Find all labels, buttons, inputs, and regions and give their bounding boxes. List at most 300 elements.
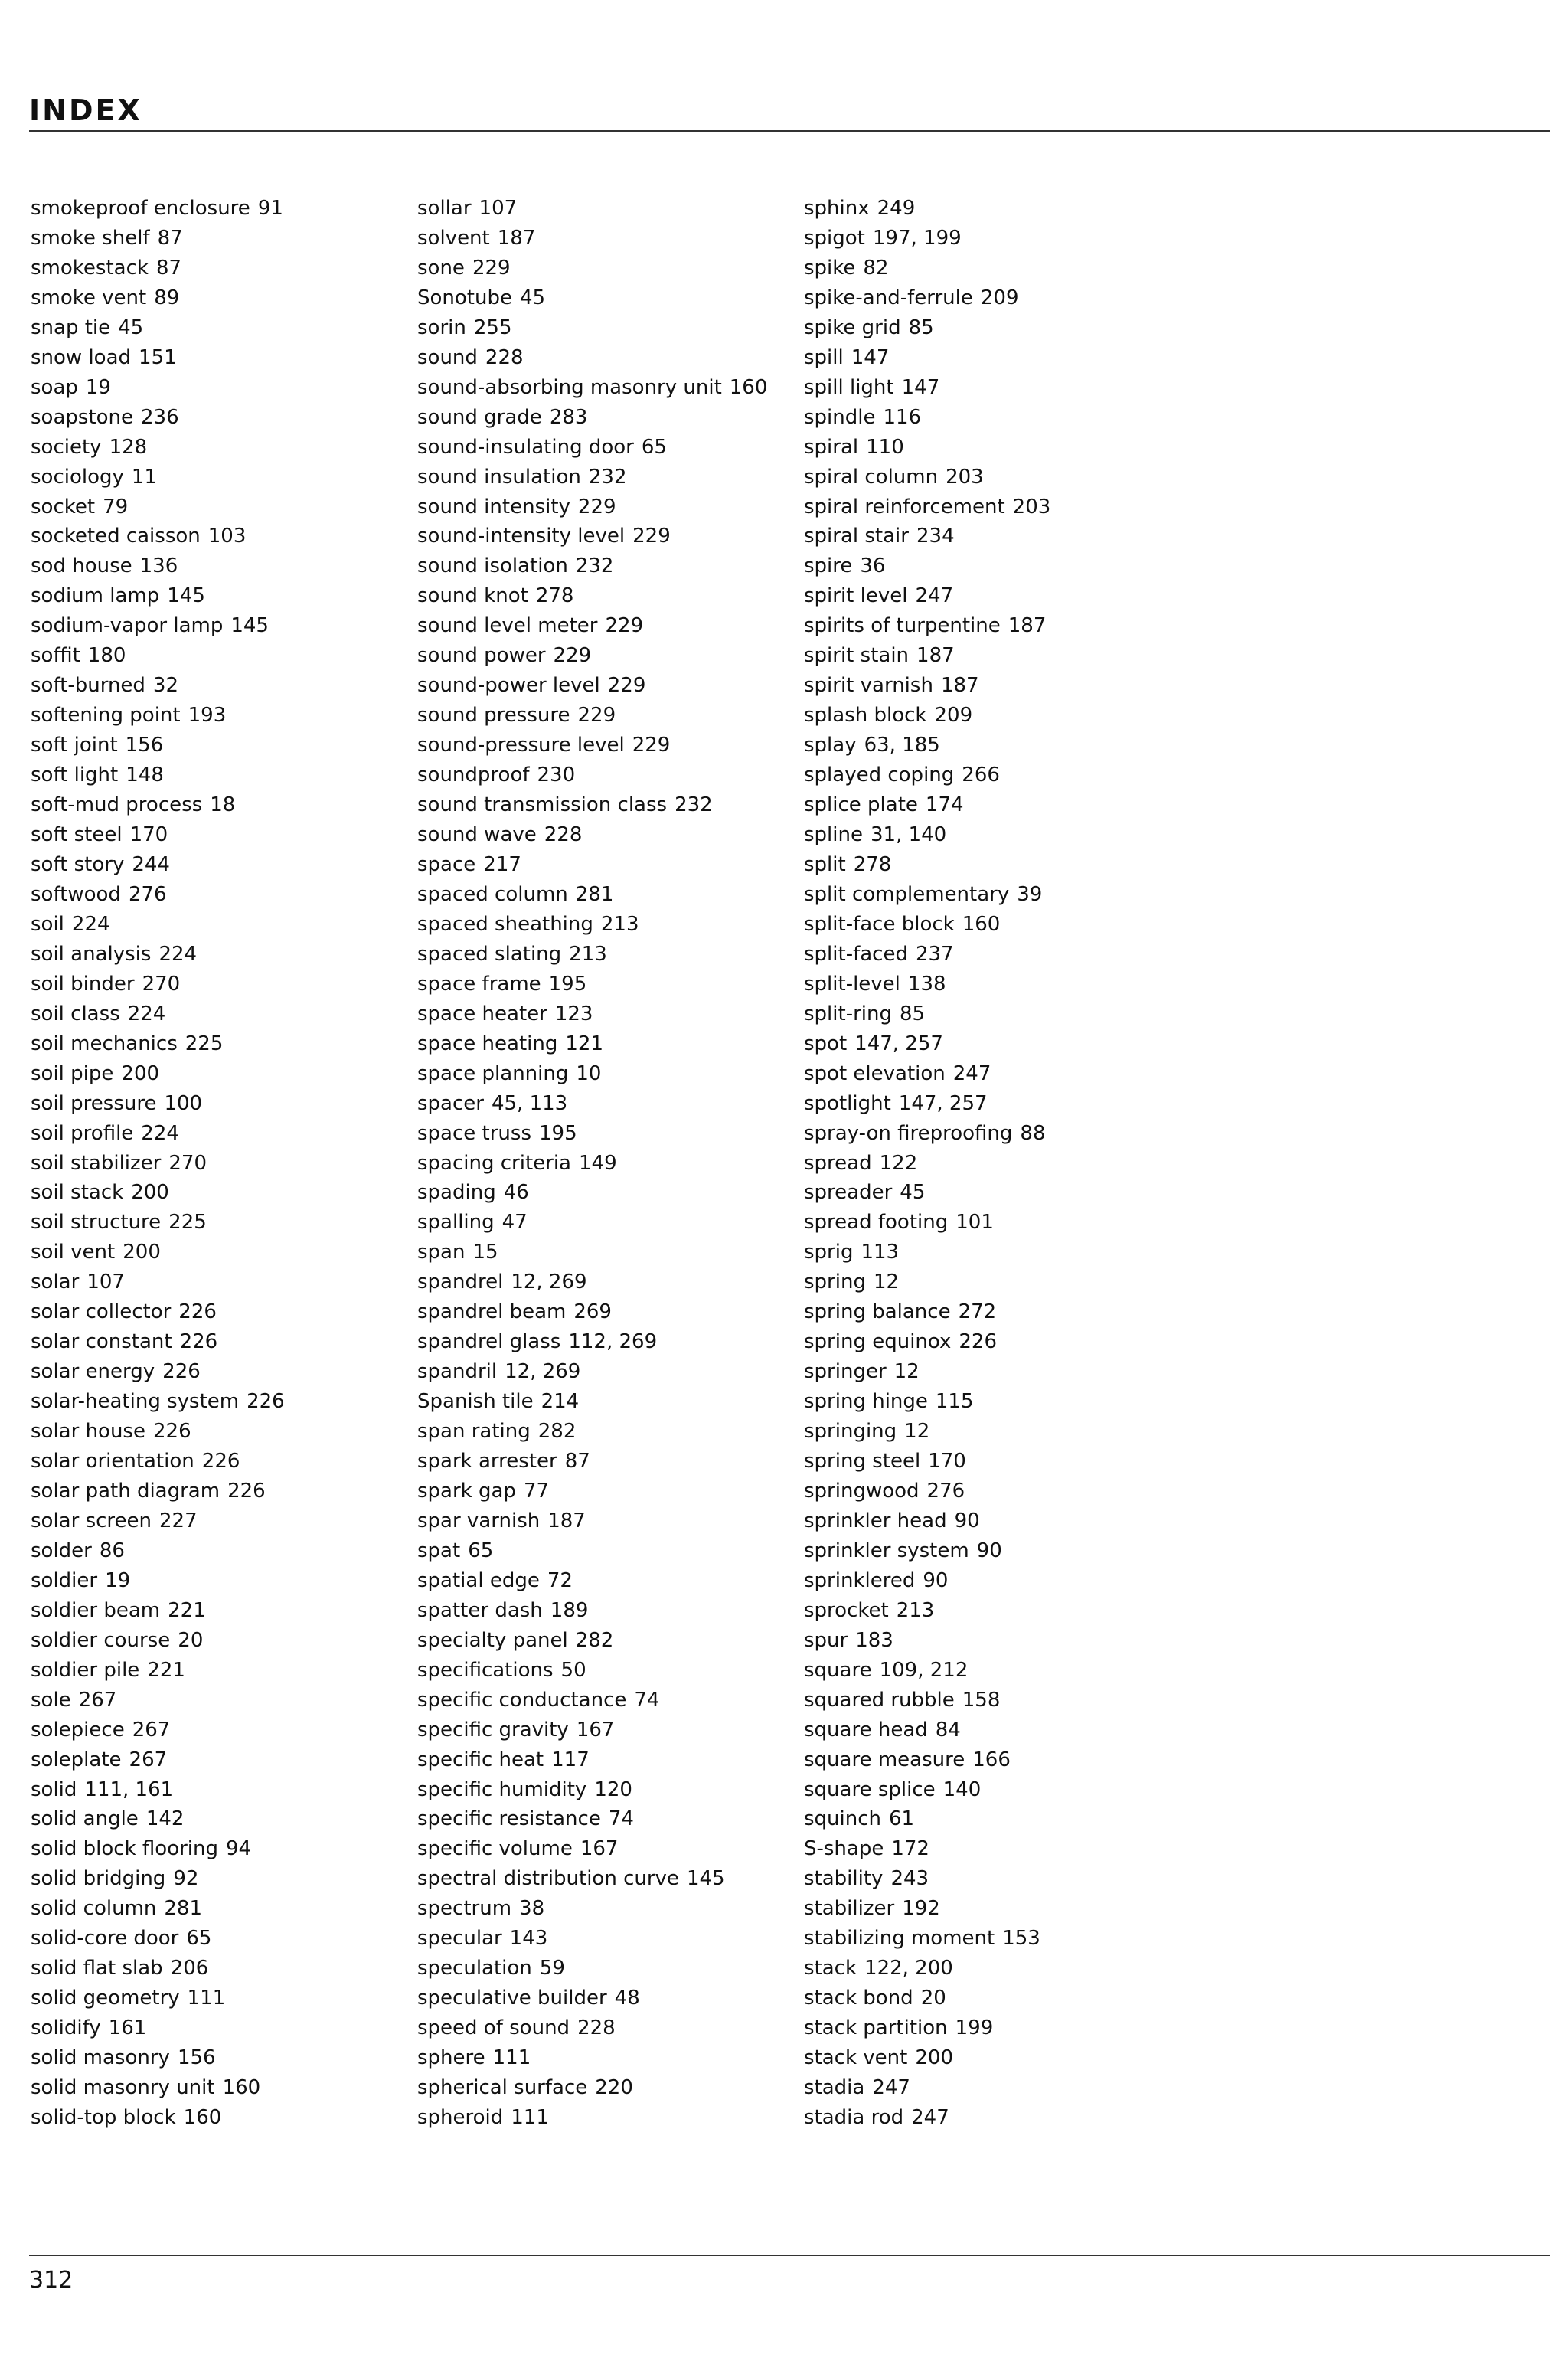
index-page-ref: 226 [201, 1450, 240, 1473]
index-term: specific gravity [417, 1718, 569, 1742]
index-term: spike [804, 256, 856, 280]
index-entry [417, 1297, 767, 1327]
index-page-ref: 90 [976, 1539, 1002, 1562]
index-term: stabilizing moment [804, 1927, 995, 1951]
index-entry [417, 1804, 767, 1834]
index-page-ref: 203 [1012, 495, 1051, 518]
index-entry [31, 283, 285, 313]
index-term: soldier beam [31, 1598, 161, 1622]
index-page-ref: 209 [934, 704, 973, 728]
index-term: sodium lamp [31, 584, 160, 608]
index-term: spectral distribution curve [417, 1867, 679, 1891]
index-page-ref: 147, 257 [854, 1032, 943, 1055]
index-term: Sonotube [417, 286, 512, 309]
index-entry [417, 880, 767, 910]
index-page-ref: 247 [915, 584, 954, 608]
index-entry [31, 1477, 285, 1506]
index-page-ref: 84 [935, 1718, 961, 1742]
index-entry [417, 1656, 767, 1686]
index-term: spark arrester [417, 1450, 557, 1473]
index-entry [417, 1715, 767, 1745]
index-term: sprinkler system [804, 1539, 969, 1562]
index-term: soil pressure [31, 1091, 157, 1115]
index-term: solid masonry [31, 2046, 170, 2070]
index-term: spill light [804, 375, 894, 399]
index-entry [31, 1566, 285, 1596]
index-page-ref: 160 [729, 375, 768, 399]
index-term: sone [417, 256, 465, 280]
index-term: spaced column [417, 882, 568, 906]
index-term: solid masonry unit [31, 2076, 215, 2100]
index-page-ref: 187 [940, 674, 979, 698]
index-page-ref: 156 [177, 2046, 216, 2070]
index-page-ref: 247 [952, 1061, 991, 1085]
index-entry [31, 433, 285, 463]
index-entry [31, 1864, 285, 1894]
index-entry [417, 641, 767, 671]
index-term: spark gap [417, 1479, 516, 1503]
index-entry [31, 373, 285, 403]
index-entry [804, 1059, 1050, 1089]
index-page-ref: 283 [549, 405, 588, 429]
index-entry [417, 1596, 767, 1626]
index-term: soil stabilizer [31, 1151, 162, 1175]
index-term: spring equinox [804, 1330, 952, 1354]
index-entry [804, 1387, 1050, 1417]
index-term: sound transmission class [417, 793, 668, 817]
index-page-ref: 112, 269 [568, 1330, 658, 1354]
index-term: sodium-vapor lamp [31, 614, 224, 638]
index-term: spalling [417, 1211, 495, 1235]
index-term: stack bond [804, 1987, 913, 2010]
index-term: softwood [31, 882, 121, 906]
index-entry [804, 1447, 1050, 1477]
index-entry [417, 1387, 767, 1417]
index-page-ref: 88 [1020, 1121, 1046, 1145]
index-term: soil structure [31, 1211, 162, 1235]
index-term: solid flat slab [31, 1957, 163, 1980]
index-entry [417, 970, 767, 999]
index-term: split-faced [804, 942, 908, 966]
index-page-ref: 107 [479, 197, 518, 220]
index-page-ref: 122, 200 [864, 1957, 953, 1980]
index-entry [31, 2073, 285, 2103]
index-entry [804, 910, 1050, 940]
index-term: sprinkler head [804, 1509, 947, 1532]
index-entry [417, 790, 767, 820]
index-term: spot [804, 1032, 848, 1055]
index-entry [31, 1834, 285, 1864]
index-term: solar [31, 1271, 80, 1294]
index-page-ref: 187 [916, 644, 955, 668]
index-entry [804, 403, 1050, 433]
index-entry [31, 1924, 285, 1954]
index-entry [417, 1119, 767, 1149]
index-page-ref: 160 [183, 2106, 222, 2129]
index-page-ref: 228 [485, 345, 524, 369]
index-page-ref: 213 [896, 1598, 935, 1622]
index-page-ref: 19 [105, 1568, 131, 1592]
index-entry [804, 1834, 1050, 1864]
index-term: sound-intensity level [417, 525, 626, 548]
index-entry [31, 910, 285, 940]
index-page-ref: 267 [132, 1718, 171, 1742]
index-page-ref: 200 [131, 1181, 169, 1205]
index-page-ref: 115 [935, 1390, 974, 1414]
index-page-ref: 39 [1017, 882, 1043, 906]
index-entry [804, 1596, 1050, 1626]
index-page-ref: 61 [889, 1807, 915, 1831]
index-page-ref: 189 [550, 1598, 589, 1622]
index-term: spaced slating [417, 942, 562, 966]
index-page-ref: 266 [962, 764, 1000, 787]
index-entry [417, 551, 767, 581]
index-entry [804, 2043, 1050, 2073]
index-page-ref: 221 [168, 1598, 206, 1622]
index-page-ref: 148 [126, 764, 164, 787]
index-term: sound intensity [417, 495, 570, 518]
index-page-ref: 170 [129, 823, 168, 847]
index-entry [417, 194, 767, 224]
index-term: spiral stair [804, 525, 909, 548]
index-term: smokeproof enclosure [31, 197, 250, 220]
index-term: spigot [804, 226, 865, 250]
index-entry [417, 999, 767, 1029]
index-entry [31, 790, 285, 820]
index-entry [31, 463, 285, 492]
index-page-ref: 117 [551, 1748, 590, 1771]
index-page-ref: 74 [608, 1807, 634, 1831]
index-page-ref: 65 [186, 1927, 212, 1951]
index-page-ref: 229 [472, 256, 511, 280]
index-term: sprinklered [804, 1568, 916, 1592]
index-term: solar house [31, 1420, 145, 1444]
index-term: span [417, 1241, 466, 1264]
index-term: split-level [804, 972, 900, 996]
index-page-ref: 15 [472, 1241, 498, 1264]
index-page-ref: 187 [547, 1509, 586, 1532]
index-entry [31, 850, 285, 880]
index-page-ref: 228 [544, 823, 583, 847]
index-page-ref: 183 [855, 1628, 893, 1652]
index-entry [31, 1357, 285, 1387]
index-entry [417, 1745, 767, 1775]
index-entry [804, 1267, 1050, 1297]
index-entry [417, 1357, 767, 1387]
index-page-ref: 281 [575, 882, 614, 906]
index-term: spring steel [804, 1450, 921, 1473]
index-term: solid bridging [31, 1867, 166, 1891]
index-page-ref: 109, 212 [879, 1658, 969, 1682]
index-term: spat [417, 1539, 461, 1562]
index-page-ref: 195 [539, 1121, 577, 1145]
index-entry [31, 999, 285, 1029]
index-page-ref: 45 [519, 286, 546, 309]
index-term: split-face block [804, 912, 955, 936]
index-entry [804, 1864, 1050, 1894]
index-page-ref: 87 [155, 256, 182, 280]
index-term: spirit varnish [804, 674, 933, 698]
index-term: spandrel beam [417, 1300, 567, 1324]
index-page-ref: 217 [483, 852, 521, 876]
index-page-ref: 180 [87, 644, 126, 668]
index-page-ref: 237 [915, 942, 954, 966]
index-term: socketed caisson [31, 525, 201, 548]
index-entry [804, 880, 1050, 910]
index-page-ref: 48 [614, 1987, 640, 2010]
index-page-ref: 229 [632, 525, 671, 548]
index-page-ref: 276 [128, 882, 167, 906]
index-page-ref: 230 [537, 764, 576, 787]
index-term: snap tie [31, 316, 111, 339]
index-entry [31, 641, 285, 671]
index-entry [417, 224, 767, 253]
index-term: stabilizer [804, 1897, 895, 1921]
index-entry [417, 731, 767, 760]
index-page-ref: 116 [883, 405, 922, 429]
index-entry [804, 1327, 1050, 1357]
index-entry [804, 1536, 1050, 1566]
index-page-ref: 77 [523, 1479, 550, 1503]
index-term: splayed coping [804, 764, 955, 787]
index-page-ref: 226 [959, 1330, 998, 1354]
index-entry [417, 701, 767, 731]
index-entry [417, 1834, 767, 1864]
index-term: speed of sound [417, 2016, 570, 2040]
index-entry [804, 1894, 1050, 1924]
index-entry [31, 492, 285, 522]
index-page-ref: 65 [641, 435, 667, 459]
index-term: spring balance [804, 1300, 951, 1324]
index-term: spline [804, 823, 863, 847]
index-page-ref: 111, 161 [84, 1777, 174, 1801]
index-term: solar constant [31, 1330, 172, 1354]
index-entry [417, 1686, 767, 1715]
index-term: speculative builder [417, 1987, 607, 2010]
index-term: sound-insulating door [417, 435, 634, 459]
index-page-ref: 113 [861, 1241, 900, 1264]
index-entry [31, 1089, 285, 1119]
index-entry [417, 1984, 767, 2013]
index-entry [804, 671, 1050, 701]
index-page-ref: 50 [560, 1658, 586, 1682]
index-entry [804, 701, 1050, 731]
index-page-ref: 228 [577, 2016, 616, 2040]
index-entry [31, 1686, 285, 1715]
index-entry [804, 522, 1050, 551]
index-term: spill [804, 345, 844, 369]
index-term: socket [31, 495, 96, 518]
index-entry [31, 194, 285, 224]
index-page-ref: 160 [222, 2076, 261, 2100]
footer-rule [29, 2255, 1550, 2256]
index-entry [417, 1566, 767, 1596]
index-entry [31, 1626, 285, 1656]
index-entry [31, 551, 285, 581]
index-term: soil pipe [31, 1061, 114, 1085]
index-term: solar screen [31, 1509, 152, 1532]
index-page-ref: 192 [902, 1897, 940, 1921]
index-term: spike-and-ferrule [804, 286, 973, 309]
index-page-ref: 193 [188, 704, 227, 728]
index-entry [417, 1267, 767, 1297]
index-entry [804, 463, 1050, 492]
index-entry [417, 1477, 767, 1506]
index-entry [417, 940, 767, 970]
index-term: sound pressure [417, 704, 570, 728]
index-entry [31, 880, 285, 910]
index-term: spheroid [417, 2106, 504, 2129]
index-entry [804, 492, 1050, 522]
index-entry [417, 820, 767, 850]
index-page-ref: 161 [108, 2016, 147, 2040]
index-page-ref: 147 [901, 375, 940, 399]
index-term: sound grade [417, 405, 542, 429]
index-entry [31, 731, 285, 760]
index-entry [31, 1447, 285, 1477]
index-entry [804, 1208, 1050, 1238]
index-entry [417, 581, 767, 611]
index-page-ref: 90 [923, 1568, 949, 1592]
index-page-ref: 167 [576, 1718, 615, 1742]
index-term: sociology [31, 465, 124, 489]
index-page-ref: 65 [468, 1539, 494, 1562]
index-entry [417, 1506, 767, 1536]
index-term: sprocket [804, 1598, 889, 1622]
index-column-2 [417, 194, 767, 2133]
index-term: sound level meter [417, 614, 598, 638]
index-term: spiral [804, 435, 859, 459]
index-page-ref: 170 [928, 1450, 966, 1473]
index-term: spray-on fireproofing [804, 1121, 1013, 1145]
index-term: soil binder [31, 972, 135, 996]
index-page-ref: 87 [564, 1450, 590, 1473]
index-entry [417, 522, 767, 551]
index-entry [417, 1417, 767, 1447]
index-entry [417, 433, 767, 463]
index-page-ref: 199 [955, 2016, 994, 2040]
index-term: solder [31, 1539, 92, 1562]
index-page-ref: 120 [594, 1777, 632, 1801]
index-entry [804, 1297, 1050, 1327]
index-page-ref: 79 [103, 495, 129, 518]
index-page-ref: 90 [954, 1509, 980, 1532]
index-page-ref: 276 [926, 1479, 965, 1503]
index-entry [804, 850, 1050, 880]
index-page-ref: 91 [257, 197, 283, 220]
index-term: specific resistance [417, 1807, 601, 1831]
index-page-ref: 281 [164, 1897, 203, 1921]
index-page-ref: 145 [686, 1867, 725, 1891]
index-entry [417, 1864, 767, 1894]
index-entry [417, 2043, 767, 2073]
index-term: soil [31, 912, 64, 936]
index-page-ref: 232 [575, 554, 614, 578]
index-page-ref: 278 [853, 852, 892, 876]
index-term: solepiece [31, 1718, 125, 1742]
index-page-ref: 220 [595, 2076, 633, 2100]
index-entry [31, 1506, 285, 1536]
index-page-ref: 36 [860, 554, 886, 578]
index-page-ref: 172 [891, 1837, 929, 1861]
index-entry [31, 224, 285, 253]
index-term: stack [804, 1957, 858, 1980]
index-entry [804, 1357, 1050, 1387]
index-entry [31, 1238, 285, 1267]
index-term: solid [31, 1777, 77, 1801]
index-page-ref: 247 [872, 2076, 910, 2100]
index-term: squinch [804, 1807, 882, 1831]
index-term: space heating [417, 1032, 558, 1055]
index-entry [417, 1447, 767, 1477]
index-term: springwood [804, 1479, 920, 1503]
index-term: sod house [31, 554, 132, 578]
index-page-ref: 100 [164, 1091, 203, 1115]
index-page-ref: 200 [121, 1061, 160, 1085]
index-term: solar-heating system [31, 1390, 240, 1414]
index-entry [31, 253, 285, 283]
index-page-ref: 107 [87, 1271, 125, 1294]
index-term: specialty panel [417, 1628, 568, 1652]
index-entry [417, 2013, 767, 2043]
index-term: space heater [417, 1002, 547, 1025]
index-entry [804, 1417, 1050, 1447]
index-entry [417, 1327, 767, 1357]
index-term: squared rubble [804, 1688, 955, 1712]
index-page-ref: 200 [122, 1241, 161, 1264]
index-page-ref: 85 [899, 1002, 926, 1025]
index-page-ref: 255 [473, 316, 512, 339]
index-term: sound knot [417, 584, 528, 608]
index-page-ref: 226 [247, 1390, 285, 1414]
index-page-ref: 234 [916, 525, 955, 548]
index-term: splice plate [804, 793, 918, 817]
index-entry [31, 1745, 285, 1775]
index-term: soil vent [31, 1241, 116, 1264]
index-term: square splice [804, 1777, 936, 1801]
index-page-ref: 82 [863, 256, 889, 280]
index-term: sound isolation [417, 554, 568, 578]
index-term: space planning [417, 1061, 569, 1085]
index-term: soil analysis [31, 942, 152, 966]
index-entry [804, 343, 1050, 373]
index-term: sphere [417, 2046, 485, 2070]
index-page-ref: 213 [600, 912, 639, 936]
index-entry [417, 2103, 767, 2133]
index-term: soft-mud process [31, 793, 203, 817]
index-term: square measure [804, 1748, 965, 1771]
index-entry [417, 850, 767, 880]
index-term: sound insulation [417, 465, 581, 489]
index-term: space truss [417, 1121, 531, 1145]
index-page-ref: 20 [178, 1628, 204, 1652]
index-entry [804, 433, 1050, 463]
index-entry [804, 1954, 1050, 1984]
index-entry [804, 1686, 1050, 1715]
index-page-ref: 45 [118, 316, 144, 339]
index-term: S-shape [804, 1837, 884, 1861]
index-entry [804, 1924, 1050, 1954]
index-entry [31, 1984, 285, 2013]
index-entry [417, 1954, 767, 1984]
index-page-ref: 226 [227, 1479, 266, 1503]
index-entry [31, 1267, 285, 1297]
index-entry [31, 1715, 285, 1745]
index-term: split [804, 852, 846, 876]
index-entry [31, 760, 285, 790]
index-term: soundproof [417, 764, 530, 787]
index-term: sound power [417, 644, 546, 668]
